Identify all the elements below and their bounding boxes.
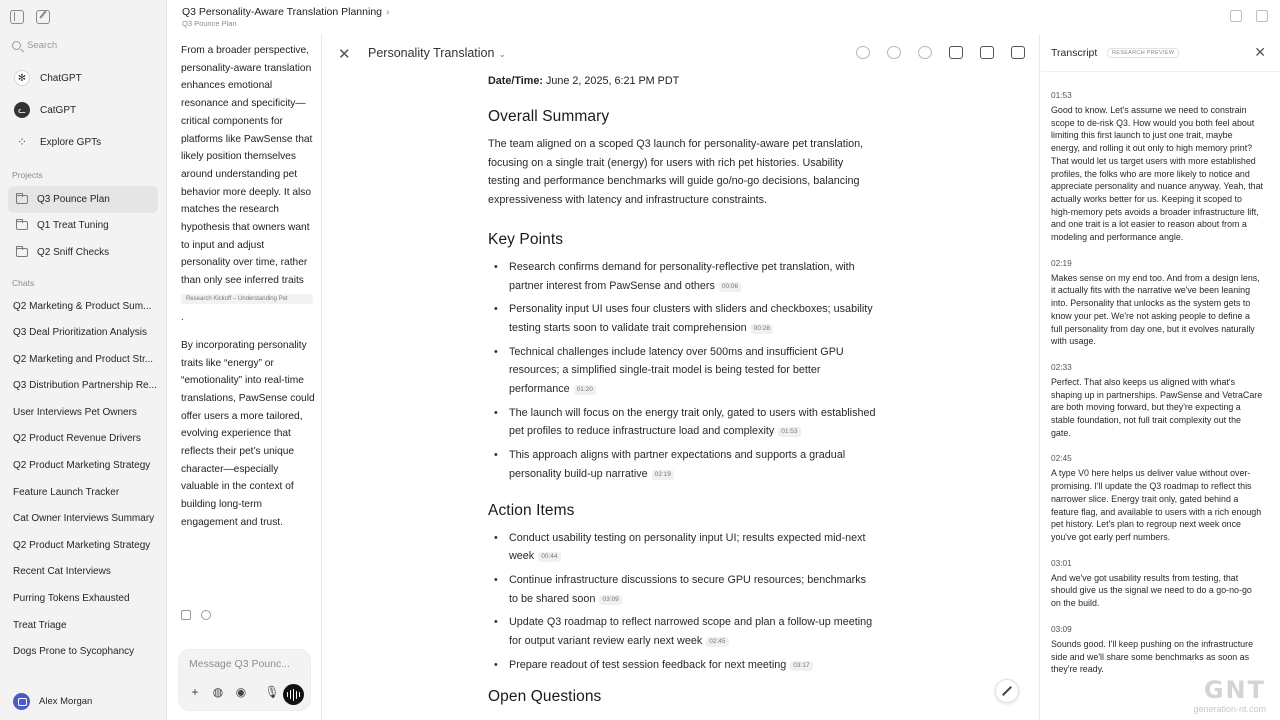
search-placeholder: Search: [27, 39, 58, 51]
assistant-message-paragraph: By incorporating personality traits like “energy” or “emotionality” into real-time translations, PawSense could offer users a more tailored, evolving experience that reflects their pet’s unique character—especially valuable in the context of building long-term engagement and trust.: [181, 339, 315, 528]
project-label: Q3 Pounce Plan: [37, 193, 110, 205]
history-icon[interactable]: [856, 46, 870, 59]
action-item-text: Conduct usability testing on personality input UI; results expected mid-next week: [509, 531, 866, 563]
key-point-item: [488, 258, 878, 295]
segment-timestamp: 03:09: [1051, 623, 1072, 634]
key-point-item: [488, 404, 878, 441]
header-actions: [1230, 10, 1268, 22]
chat-history-item[interactable]: Q3 Deal Prioritization Analysis: [13, 327, 147, 339]
share-icon[interactable]: [1011, 46, 1025, 59]
transcript-segment[interactable]: [1051, 258, 1263, 348]
chat-history-item[interactable]: Q2 Product Revenue Drivers: [13, 433, 141, 445]
action-item-text: Update Q3 roadmap to reflect narrowed scope and plan a follow-up meeting for output variant review early next week: [509, 616, 873, 648]
message-fragment: .: [181, 311, 184, 323]
key-point-text: This approach aligns with partner expectations and supports a gradual personality build-up narrative: [509, 449, 846, 480]
conversation-title[interactable]: [182, 6, 390, 18]
chats-section-label: Chats: [12, 277, 35, 288]
site-watermark: [1193, 676, 1266, 714]
document-title-dropdown[interactable]: [368, 46, 506, 60]
key-point-item: [488, 300, 878, 337]
watermark-logo-text: GNT: [1203, 676, 1266, 704]
project-item-q3-pounce-plan[interactable]: [8, 186, 158, 213]
redo-icon[interactable]: [918, 46, 932, 59]
document-canvas: [321, 34, 1040, 720]
key-point-item: [488, 343, 878, 399]
undo-icon[interactable]: [887, 46, 901, 59]
chat-history-item[interactable]: Q2 Marketing & Product Sum...: [13, 300, 152, 312]
voice-mode-button[interactable]: [283, 684, 304, 705]
timestamp-chip[interactable]: 00:06: [719, 282, 741, 292]
timestamp-chip[interactable]: 02:45: [706, 637, 728, 647]
download-icon[interactable]: [980, 46, 994, 59]
record-icon[interactable]: ◉: [235, 685, 247, 699]
openai-logo-icon: ✻: [14, 70, 30, 86]
nav-item-catgpt[interactable]: [0, 94, 166, 126]
key-point-text: The launch will focus on the energy trait only, gated to users with established pet profiles to reduce infrastructure load and complexity: [509, 406, 876, 438]
read-aloud-icon[interactable]: [201, 610, 211, 620]
nav-item-label: Explore GPTs: [40, 136, 102, 148]
project-item-q2-sniff-checks[interactable]: [8, 239, 158, 266]
segment-text: Perfect. That also keeps us aligned with what's shaping up in partnerships. PawSense and VetraCare are both moving forward, but they're expecting a stable foundation, not full trait complexity out the gate.: [1051, 376, 1263, 438]
segment-text: Good to know. Let's assume we need to constrain scope to de-risk Q3. How would you both feel about limiting this first launch to just one trait, maybe energy, and rolling it out only to high memory print? That would let us target users with more established profiles, the folks who are more likely to notice and appreciate personality and nuance anyway. Yeah, that actually works better for us. Keeping it scoped to high-memory pets avoids a broader infrastructure lift, and one trait is a lot easier to reason about from a modeling and performance angle.: [1051, 105, 1264, 243]
chevron-down-icon: ⌄: [498, 49, 506, 59]
chat-history-item[interactable]: Recent Cat Interviews: [13, 566, 111, 578]
segment-text: And we've got usability results from testing, that should give us the signal we need to do a go-no-go on the build.: [1051, 572, 1252, 609]
projects-section-label: Projects: [12, 170, 43, 180]
chat-panel: [168, 34, 321, 720]
chat-history-item[interactable]: Q2 Product Marketing Strategy: [13, 539, 151, 551]
action-items-list: [488, 529, 878, 675]
open-questions-heading: Open Questions: [488, 688, 602, 706]
conversation-title-text: Q3 Personality-Aware Translation Planning: [182, 6, 382, 18]
transcript-title: Transcript: [1051, 47, 1098, 59]
segment-text: Makes sense on my end too. And from a design lens, it actually fits with the narrative we've been leaning into. Personality that unlocks as the system gets to know your pet. We're not asking people to define a full personality from day one, but it evolves naturally with usage.: [1051, 272, 1260, 347]
assistant-message-paragraph: From a broader perspective, personality-aware translation enhances emotional resonance and specificity—critical components for platforms like PawSense that likely position themselves around understanding pet behavior more deeply. It also matches the research hypothesis that owners want to input and adjust personality over time, rather than only see inferred traits: [181, 45, 313, 287]
copy-icon[interactable]: [181, 610, 191, 620]
sidebar: [0, 0, 167, 720]
chat-history-item[interactable]: Cat Owner Interviews Summary: [13, 513, 155, 525]
transcript-segment[interactable]: [1051, 453, 1263, 543]
user-profile-button[interactable]: [13, 693, 92, 710]
datetime-line: [488, 75, 878, 87]
edit-pencil-button[interactable]: [995, 679, 1019, 703]
key-point-item: [488, 446, 878, 483]
research-preview-badge: RESEARCH PREVIEW: [1107, 48, 1179, 58]
user-name: Alex Morgan: [39, 696, 93, 707]
chat-history-item[interactable]: User Interviews Pet Owners: [13, 406, 137, 418]
action-item-text: Continue infrastructure discussions to secure GPU resources; benchmarks to be shared soon: [509, 573, 867, 605]
cat-avatar-icon: ᓚ: [14, 102, 30, 118]
citation-chip[interactable]: Research Kickoff – Understanding Pet: [181, 294, 313, 304]
message-composer: [178, 649, 311, 711]
summary-paragraph: The team aligned on a scoped Q3 launch for personality-aware pet translation, focusing on a single trait (energy) for users with rich pet histories. Usability testing and performance benchmarks will guide go/no-go decisions, balancing expressiveness with latency and infrastructure constraints.: [488, 138, 864, 207]
action-item-text: Prepare readout of test session feedback for next meeting: [509, 658, 787, 671]
action-item: [488, 529, 878, 566]
share-icon[interactable]: [1230, 10, 1242, 22]
chat-history-list: [0, 294, 166, 666]
transcript-header: [1041, 34, 1280, 72]
microphone-icon[interactable]: 🎙︎: [264, 685, 280, 699]
document-title: Personality Translation: [368, 46, 495, 60]
timestamp-chip[interactable]: 03:09: [599, 595, 621, 605]
key-point-text: Research confirms demand for personality-reflective pet translation, with partner interest from PawSense and others: [509, 260, 855, 292]
copy-icon[interactable]: [949, 46, 963, 59]
sidebar-top-bar: [0, 0, 166, 34]
segment-timestamp: 02:45: [1051, 453, 1072, 464]
action-item: [488, 656, 878, 675]
chat-history-item[interactable]: Dogs Prone to Sycophancy: [13, 646, 135, 658]
transcript-segment[interactable]: [1051, 558, 1263, 610]
segment-timestamp: 01:53: [1051, 90, 1072, 100]
transcript-panel: [1041, 34, 1280, 720]
chat-history-item[interactable]: Purring Tokens Exhausted: [13, 593, 130, 605]
close-icon[interactable]: ✕: [1254, 44, 1266, 60]
timestamp-chip[interactable]: 02:19: [652, 470, 674, 480]
globe-icon[interactable]: ◍: [212, 685, 224, 699]
transcript-segment[interactable]: [1051, 624, 1263, 676]
transcript-segment[interactable]: [1051, 362, 1263, 440]
action-item: [488, 613, 878, 650]
close-icon[interactable]: ✕: [338, 46, 351, 63]
nav-item-label: ChatGPT: [40, 72, 82, 84]
project-label: Q2 Sniff Checks: [37, 246, 110, 258]
top-header: [168, 0, 1280, 34]
datetime-value: June 2, 2025, 6:21 PM PDT: [546, 75, 680, 87]
project-breadcrumb[interactable]: Q3 Pounce Plan: [182, 19, 237, 28]
datetime-label: Date/Time:: [488, 75, 544, 87]
explore-grid-icon: ⁘: [16, 135, 28, 149]
timestamp-chip[interactable]: 01:20: [574, 385, 596, 395]
transcript-segment[interactable]: [1051, 90, 1263, 244]
key-point-text: Personality input UI uses four clusters with sliders and checkboxes; usability testing starts soon to validate trait comprehension: [509, 303, 873, 334]
search-icon: [12, 41, 21, 50]
action-items-heading: Action Items: [488, 501, 575, 519]
add-icon[interactable]: +: [191, 685, 199, 699]
segment-text: Sounds good. I'll keep pushing on the infrastructure side and we'll share some benchmarks as soon as they're ready.: [1051, 638, 1254, 675]
document-toolbar: [322, 34, 1039, 72]
segment-timestamp: 02:19: [1051, 257, 1072, 268]
timestamp-chip[interactable]: 01:53: [778, 427, 800, 437]
segment-timestamp: 03:01: [1051, 557, 1072, 568]
nav-item-explore-gpts[interactable]: [0, 126, 166, 158]
new-window-icon[interactable]: [1256, 10, 1268, 22]
chat-history-item[interactable]: Q2 Product Marketing Strategy: [13, 460, 151, 472]
project-label: Q1 Treat Tuning: [37, 220, 109, 232]
key-points-heading: Key Points: [488, 230, 564, 248]
chat-history-item[interactable]: Q3 Distribution Partnership Re...: [13, 380, 157, 392]
message-actions: [181, 610, 211, 620]
document-body: [488, 75, 878, 706]
nav-item-chatgpt[interactable]: [0, 62, 166, 94]
composer-tools: [188, 685, 279, 699]
folder-icon: [16, 195, 28, 204]
chat-history-item[interactable]: Q2 Marketing and Product Str...: [13, 353, 154, 365]
watermark-url: generation-nt.com: [1193, 704, 1266, 714]
timestamp-chip[interactable]: 00:44: [538, 552, 560, 562]
project-item-q1-treat-tuning[interactable]: [8, 213, 158, 240]
nav-item-label: CatGPT: [40, 104, 77, 116]
folder-icon: [16, 221, 28, 230]
key-point-text: Technical challenges include latency over 500ms and insufficient GPU resources; a simplified single-trait model is being tested for better performance: [509, 345, 844, 396]
transcript-segments: [1051, 90, 1263, 690]
toggle-sidebar-icon[interactable]: [10, 10, 24, 24]
chevron-right-icon: ›: [386, 6, 390, 18]
message-input[interactable]: [189, 658, 304, 670]
summary-heading: Overall Summary: [488, 108, 610, 125]
timestamp-chip[interactable]: 00:28: [751, 324, 773, 334]
key-points-list: [488, 258, 878, 484]
timestamp-chip[interactable]: 03:17: [790, 661, 812, 671]
document-actions: [856, 46, 1025, 59]
new-chat-icon[interactable]: [36, 10, 50, 24]
action-item: [488, 571, 878, 608]
sidebar-nav: [0, 62, 166, 158]
segment-text: A type V0 here helps us deliver value without over-promising. I'll update the Q3 roadmap to reflect this narrower slice. Energy trait only, gated behind a feature flag, and available to users with a rich enough pet history. Let's plan to regroup next week once you've got early perf numbers.: [1051, 468, 1262, 542]
chat-history-item[interactable]: Feature Launch Tracker: [13, 486, 120, 498]
avatar: [13, 693, 30, 710]
folder-icon: [16, 248, 28, 257]
segment-timestamp: 02:33: [1051, 361, 1072, 372]
search-input[interactable]: [6, 34, 160, 56]
chat-history-item[interactable]: Treat Triage: [13, 619, 67, 631]
